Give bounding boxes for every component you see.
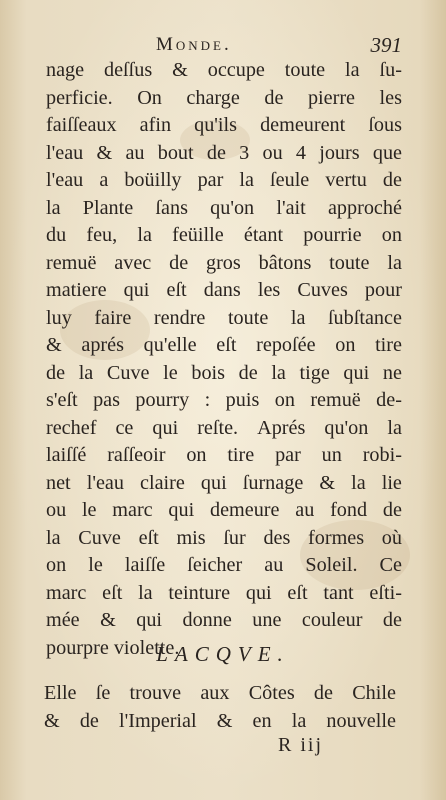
text-line: on le laiſſe ſeicher au Soleil. Ce — [46, 554, 402, 576]
text-line: matiere qui eſt dans les Cuves pour — [46, 279, 402, 301]
text-line: pourpre violette. — [46, 636, 180, 659]
text-line: Elle ſe trouve aux Côtes de Chile — [44, 682, 396, 704]
text-line: perficie. On charge de pierre les — [46, 86, 402, 109]
body-paragraph — [46, 57, 402, 662]
text-line: net l'eau claire qui ſurnage & la lie — [46, 471, 402, 494]
section-heading: LACQVE. — [156, 642, 290, 666]
text-line: laiſſé raſſeoir on tire par un robi- — [46, 444, 402, 466]
text-line: marc eſt la teinture qui eſt tant eſti- — [46, 581, 402, 604]
text-line: la Plante ſans qu'on l'ait approché — [46, 196, 402, 219]
text-line: & aprés qu'elle eſt repoſée on tire — [46, 334, 402, 356]
text-line: la Cuve eſt mis ſur des formes où — [46, 526, 402, 549]
text-line: & de l'Imperial & en la nouvelle — [44, 709, 396, 732]
text-line: remuë avec de gros bâtons toute la — [46, 251, 402, 274]
text-line: faiſſeaux afin qu'ils demeurent ſous — [46, 114, 402, 136]
text-line: mée & qui donne une couleur de — [46, 609, 402, 631]
text-line: de la Cuve le bois de la tige qui ne — [46, 361, 402, 384]
text-line: nage deſſus & occupe toute la ſu- — [46, 59, 402, 81]
text-line: rechef ce qui reſte. Aprés qu'on la — [46, 416, 402, 439]
text-line: l'eau a boüilly par la ſeule vertu de — [46, 169, 402, 191]
text-line: l'eau & au bout de 3 ou 4 jours que — [46, 141, 402, 164]
running-head-title: Monde. — [156, 34, 232, 55]
text-line: ou le marc qui demeure au fond de — [46, 499, 402, 521]
page-number: 391 — [370, 33, 402, 57]
text-line: luy faire rendre toute la ſubſtance — [46, 306, 402, 329]
section-paragraph — [44, 680, 396, 735]
text-line: s'eſt pas pourry : puis on remuë de- — [46, 389, 402, 411]
text-line: du feu, la feüille étant pourrie on — [46, 224, 402, 246]
signature-mark: R iij — [278, 734, 324, 756]
